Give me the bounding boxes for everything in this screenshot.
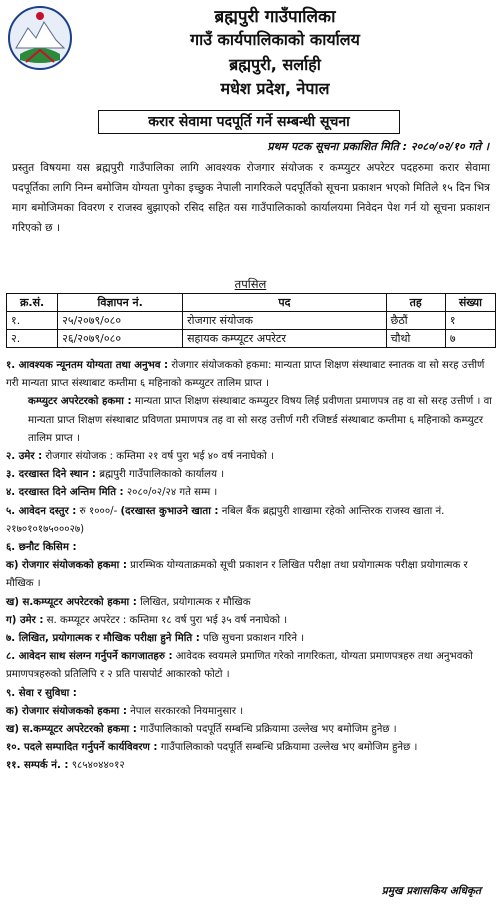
item-text: मान्यता प्राप्त शिक्षण संस्थाबाट कम्प्युटर विषय लिई प्रवीणता प्रमाणपत्र तह वा सो सरह उत्तीर्ण । वा मान्यता प्राप्त शिक्षण संस्थाबाट प्रविणता प्रमाणपत्र तह वा सो सरह उत्तीर्ण गरी रजिष्टर्ड संस्थाबाट कम्तीमा ६ महिनाको कम्प्युटर तालिम प्राप्त ।	[28, 396, 492, 444]
list-item	[6, 448, 496, 466]
cell-count: १	[445, 312, 495, 330]
item-heading: (दरखास्त कुभाउने खाता :	[120, 505, 219, 517]
item-heading: ५. आवेदन दस्तुर :	[6, 505, 77, 517]
item-heading: ख) स.कम्प्यूटर अपरेटरको हकमा :	[6, 596, 137, 608]
list-item	[6, 703, 496, 721]
list-item	[6, 539, 496, 557]
table-row	[7, 312, 496, 330]
item-heading: १. आवश्यक न्यूनतम योग्यता तथा अनुभव :	[6, 360, 169, 371]
signature-title: प्रमुख प्रशासकिय अधिकृत	[381, 885, 481, 897]
office-name: गाउँ कार्यपालिकाको कार्यालय	[190, 30, 360, 49]
item-heading: ३. दरखास्त दिने स्थान :	[6, 469, 97, 481]
item-text: नेपाल सरकारको नियमानुसार ।	[126, 705, 244, 717]
cell-post: सहायक कम्प्यूटर अपरेटर	[183, 330, 387, 348]
cell-level: छैठौं	[386, 312, 445, 330]
item-text: गाउँपालिकाको पदपूर्ति सम्बन्धि प्रक्रियामा उल्लेख भए बमोजिम हुनेछ ।	[157, 742, 418, 754]
notice-title: करार सेवामा पदपूर्ति गर्ने सम्बन्धी सूचना	[98, 110, 400, 134]
cell-count: ७	[445, 330, 495, 348]
item-text: रोजगार संयोजकको हकमा: मान्यता प्राप्त शिक्षण संस्थाबाट स्नातक वा सो सरह उत्तीर्ण गरी मान्यता प्राप्त संस्थाबाट कम्तीमा ६ महिनाको कम्प्युटर तालिम प्राप्त ।	[6, 360, 485, 390]
item-heading: ९. सेवा र सुविधा :	[6, 687, 77, 699]
contact-number: ९८५४०४४०१२	[68, 760, 125, 772]
office-address: ब्रह्मपुरी, सर्लाही	[229, 55, 321, 74]
municipality-name: ब्रह्मपुरी गाउँपालिका	[214, 7, 336, 27]
cell-post: रोजगार संयोजक	[183, 312, 387, 330]
item-text: रु १०००/-	[76, 505, 121, 517]
schedule-heading: तपसिल	[234, 277, 267, 291]
col-header-ad-no: विज्ञापन नं.	[58, 294, 183, 312]
item-heading: ग) उमेर :	[6, 614, 44, 626]
list-item	[6, 503, 496, 539]
item-text: २०८०/०२/२४ गते सम्म ।	[123, 487, 218, 499]
province-country: मधेश प्रदेश, नेपाल	[220, 79, 330, 98]
col-header-post: पद	[183, 294, 387, 312]
list-item	[6, 393, 496, 448]
list-item	[6, 630, 496, 648]
cell-level: चौथो	[386, 330, 445, 348]
item-text: स. कम्प्यूटर अपरेटर : कम्तिमा १८ वर्ष पुरा भई ३५ वर्ष ननाघेको ।	[43, 614, 288, 626]
cell-ad-no: २५/२०७९/०८०	[58, 312, 183, 330]
publication-date: प्रथम पटक सूचना प्रकाशित मिति : २०८०/०२/१० गते ।	[267, 140, 489, 153]
col-header-sn: क्र.सं.	[7, 294, 58, 312]
item-heading: ६. छनौट किसिम :	[6, 542, 77, 554]
list-item	[6, 594, 496, 612]
item-text: प्रारम्भिक योग्यताक्रमको सूची प्रकाशन र लिखित परीक्षा तथा प्रयोगात्मक परीक्षा प्रयोगात्मक र मौखिक ।	[6, 560, 468, 590]
item-heading: क) रोजगार संयोजकको हकमा :	[6, 560, 127, 572]
item-heading: २. उमेर :	[6, 451, 43, 463]
list-item	[6, 484, 496, 502]
item-heading: ७. लिखित, प्रयोगात्मक र मौखिक परीक्षा हुने मिति :	[6, 633, 200, 645]
list-item	[6, 648, 496, 684]
intro-paragraph: प्रस्तुत विषयमा यस ब्रह्मपुरी गाउँपालिका लागि आवश्यक रोजगार संयोजक र कम्प्युटर अपरेटर पदहरुमा करार सेवामा पदपूर्तिका लागि निम्न बमोजिम योग्यता पुगेका इच्छुक नेपाली नागरिकले पदपूर्तिको सूचना प्रकाशन भएको मितिले १५ दिन भित्र माग बमोजिमका विवरण र राजस्व बुझाएको रसिद सहित यस गाउँपालिकाको कार्यालयमा निवेदन पेश गर्न यो सूचना प्रकाशन गरिएको छ ।	[12, 162, 490, 234]
vacancy-table	[6, 293, 496, 348]
item-heading: कम्प्युटर अपरेटरको हकमा :	[28, 396, 132, 408]
col-header-count: संख्या	[445, 294, 495, 312]
item-heading: क) रोजगार संयोजकको हकमा :	[6, 705, 127, 717]
cell-sn: २.	[7, 330, 58, 348]
item-text: ब्रह्मपुरी गाउँपालिकाको कार्यालय ।	[96, 469, 225, 481]
table-header-row	[7, 294, 496, 312]
item-heading: ८. आवेदन साथ संलग्न गर्नुपर्ने कागजातहरु :	[6, 651, 173, 663]
item-text: रोजगार संयोजक : कम्तिमा २१ वर्ष पुरा भई ४० वर्ष ननाघेको ।	[42, 451, 274, 463]
table-row	[7, 330, 496, 348]
item-heading: ख) स.कम्प्यूटर अपरेटरको हकमा :	[6, 724, 137, 736]
item-text: पछि सुचना प्रकाशन गरिने ।	[199, 633, 305, 645]
item-text: गाउँपालिकाको पदपूर्ति सम्बन्धि प्रक्रियामा उल्लेख भए बमोजिम हुनेछ ।	[136, 724, 397, 736]
item-heading: १०. पदले सम्पादित गर्नुपर्ने कार्यविवरण :	[6, 742, 158, 754]
item-text: नबिल बैंक ब्रह्मपुरी शाखामा रहेको आन्तिरक राजस्व खाता नं. २१७०१०१७५०००२७)	[6, 505, 445, 535]
col-header-level: तह	[386, 294, 445, 312]
list-item	[6, 739, 496, 757]
nepal-emblem-logo	[6, 4, 74, 72]
item-text: आवेदक स्वयमले प्रमाणित गरेको नागरिकता, योग्यता प्रमाणपत्रहरु तथा अनुभवको प्रमाणपत्रहरुको प्रतिलिपि र २ प्रति पासपोर्ट आकारको फोटो ।	[6, 651, 473, 681]
item-heading: ४. दरखास्त दिने अन्तिम मिति :	[6, 487, 124, 499]
list-item	[6, 685, 496, 703]
list-item	[6, 357, 496, 393]
item-text: लिखित, प्रयोगात्मक र मौखिक	[136, 596, 251, 608]
list-item	[6, 557, 496, 593]
cell-sn: १.	[7, 312, 58, 330]
cell-ad-no: २६/२०७९/०८०	[58, 330, 183, 348]
list-item	[6, 612, 496, 630]
item-heading: ११. सम्पर्क नं. :	[6, 760, 69, 772]
list-item	[6, 721, 496, 739]
list-item	[6, 757, 496, 775]
list-item	[6, 466, 496, 484]
conditions-list	[6, 357, 496, 776]
